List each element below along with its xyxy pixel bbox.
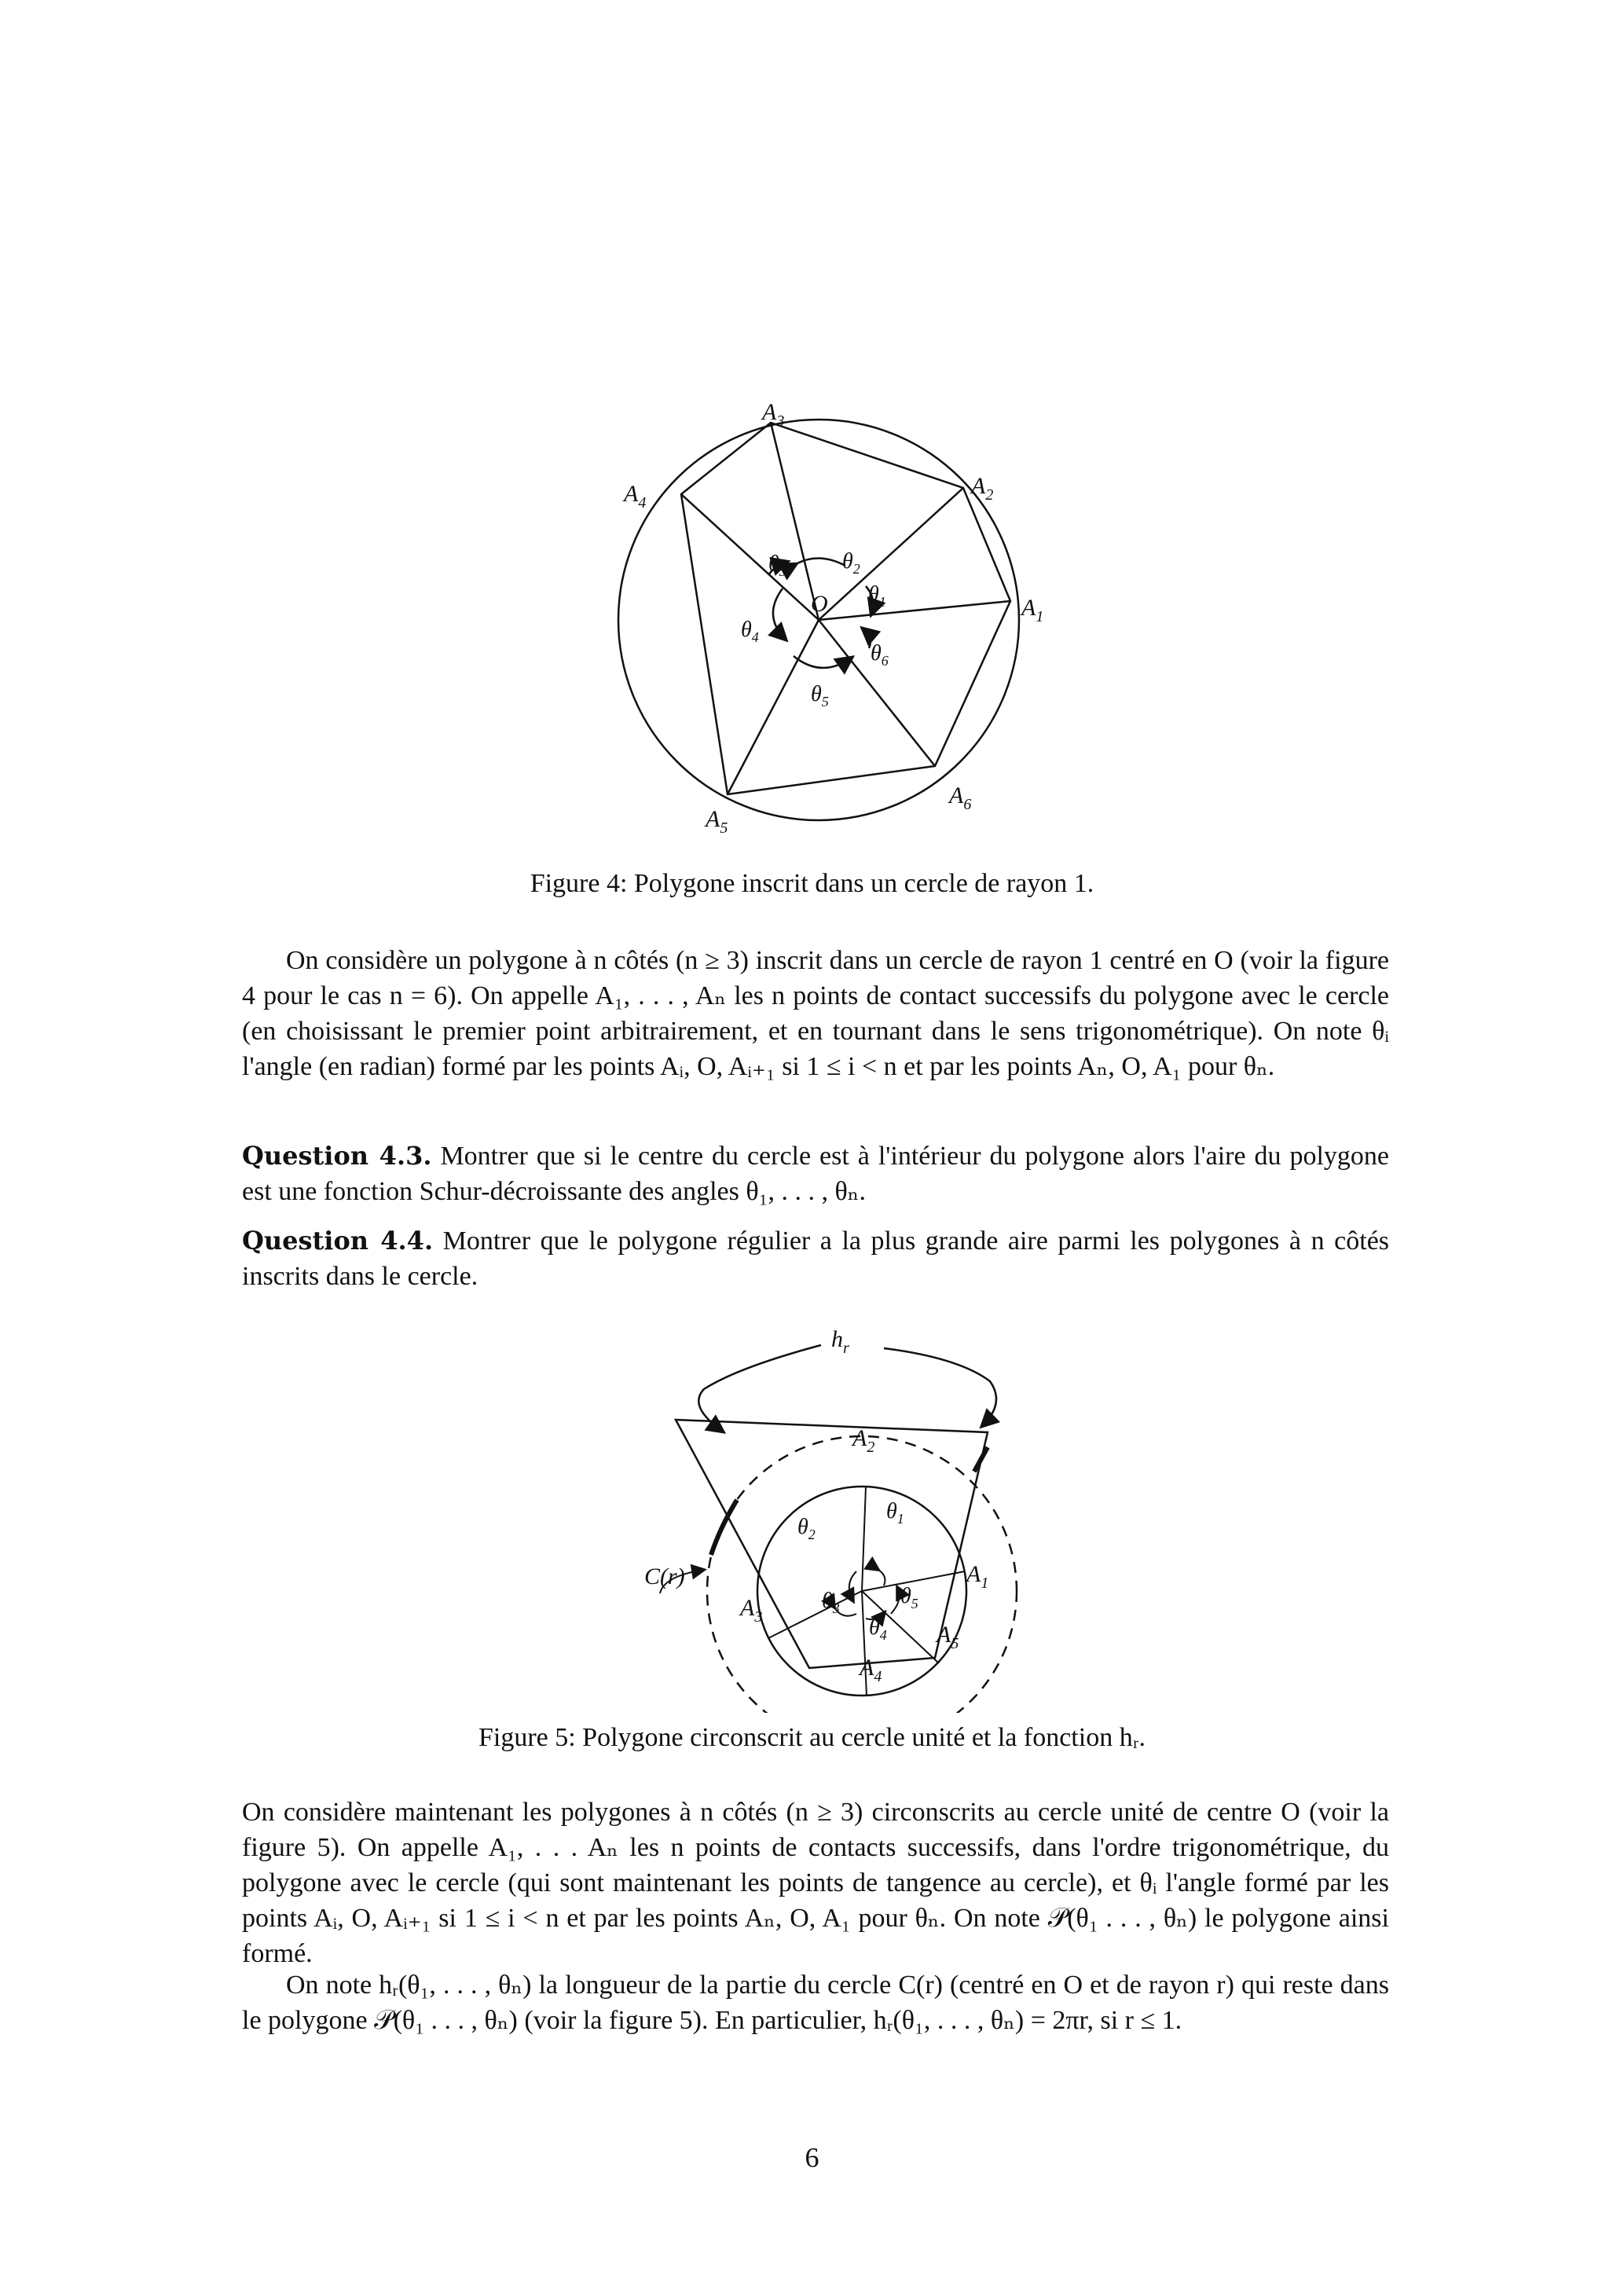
angle-arc-theta1 — [878, 1570, 885, 1586]
label-theta5: $\theta_5$ — [900, 1584, 918, 1611]
angle-arc-theta6 — [863, 629, 871, 648]
question-4-3-label: Question 4.3. — [242, 1141, 432, 1171]
label-a6: $A_6$ — [949, 783, 972, 813]
h-r-arrow-right — [884, 1348, 996, 1426]
figure-5-diagram — [644, 1320, 1037, 1713]
angle-arc-theta5 — [794, 656, 852, 668]
label-a3: $A_3$ — [740, 1595, 763, 1626]
label-center-o: O — [811, 591, 828, 617]
radius-a3 — [768, 1591, 862, 1638]
question-4-4 — [242, 1223, 1389, 1294]
label-a2: $A_2$ — [971, 473, 994, 504]
label-a3: $A_3$ — [762, 399, 785, 430]
label-theta4: $\theta_4$ — [869, 1615, 887, 1643]
label-theta3: $\theta_3$ — [822, 1589, 840, 1616]
label-a4: $A_4$ — [624, 481, 647, 511]
question-4-4-label: Question 4.4. — [242, 1226, 434, 1256]
label-a1: $A_1$ — [1021, 595, 1044, 625]
label-a5: $A_5$ — [937, 1622, 959, 1652]
label-a2: $A_2$ — [852, 1425, 875, 1456]
radius-a2 — [862, 1487, 866, 1591]
h-r-arrow-left — [698, 1345, 821, 1432]
angle-arc-theta5 — [891, 1587, 900, 1614]
figure-5-caption: Figure 5: Polygone circonscrit au cercle unité et la fonction hᵣ. — [478, 1723, 1146, 1752]
page-number: 6 — [805, 2142, 819, 2173]
paragraph-inscribed-polygon: On considère un polygone à n côtés (n ≥ 3) inscrit dans un cercle de rayon 1 centré en O (voir la figure 4 pour le cas n = 6). On appelle A₁, . . . , Aₙ les n points de contact successifs du polygone avec le cercle (en choisissant le premier point arbitrairement, et en tournant dans le sens trigonométrique). On note θᵢ l'angle (en radian) formé par les points Aᵢ, O, Aᵢ₊₁ si 1 ≤ i < n et par les points Aₙ, O, A₁ pour θₙ. — [242, 946, 1389, 1081]
label-theta6: $\theta_6$ — [871, 641, 889, 669]
label-a5: $A_5$ — [706, 806, 728, 837]
radius-a1 — [819, 601, 1010, 620]
label-theta4: $\theta_4$ — [741, 618, 759, 645]
label-theta5: $\theta_5$ — [811, 682, 829, 709]
radius-a4 — [681, 494, 819, 620]
radius-a2 — [819, 488, 963, 620]
label-a4: $A_4$ — [860, 1655, 882, 1685]
figure-4-diagram — [597, 393, 1084, 849]
label-theta2: $\theta_2$ — [842, 549, 860, 577]
label-h-r: $h_r$ — [831, 1326, 849, 1357]
figure-4-caption: Figure 4: Polygone inscrit dans un cercle de rayon 1. — [530, 869, 1094, 898]
question-4-3 — [242, 1138, 1389, 1209]
paragraph-circumscribed-polygon: On considère maintenant les polygones à n côtés (n ≥ 3) circonscrits au cercle unité de centre O (voir la figure 5). On appelle A₁, . . . Aₙ les n points de contacts successifs, dans l'ordre trigonométrique, du polygone avec le cercle (qui sont maintenant les points de tangence au cercle), et θᵢ l'angle formé par les points Aᵢ, O, Aᵢ₊₁ si 1 ≤ i < n et par les points Aₙ, O, A₁ pour θₙ. On note 𝒫(θ₁ . . . , θₙ) le polygone ainsi formé. — [242, 1798, 1389, 1968]
radius-a1 — [862, 1571, 965, 1591]
label-theta1: $\theta_1$ — [886, 1499, 904, 1527]
h-r-arc-thick-right — [974, 1447, 988, 1472]
label-c-r: C(r) — [644, 1564, 685, 1589]
angle-arc-theta4 — [773, 588, 786, 640]
label-theta2: $\theta_2$ — [797, 1515, 816, 1542]
label-theta1: $\theta_1$ — [868, 582, 886, 610]
label-a1: $A_1$ — [966, 1561, 989, 1592]
question-4-3-text: Montrer que si le centre du cercle est à l'intérieur du polygone alors l'aire du polygone est une fonction Schur-décroissante des angles θ₁, . . . , θₙ. — [242, 1142, 1390, 1206]
paragraph-h-r-definition: On note hᵣ(θ₁, . . . , θₙ) la longueur de la partie du cercle C(r) (centré en O et de rayon r) qui reste dans le polygone 𝒫(θ₁ . . . , θₙ) (voir la figure 5). En particulier, hᵣ(θ₁, . . . , θₙ) = 2πr, si r ≤ 1. — [242, 1971, 1389, 2035]
question-4-4-text: Montrer que le polygone régulier a la plus grande aire parmi les polygones à n côtés inscrits dans le cercle. — [242, 1226, 1390, 1291]
label-theta3: $\theta_3$ — [768, 552, 786, 579]
radius-a5 — [728, 620, 819, 794]
